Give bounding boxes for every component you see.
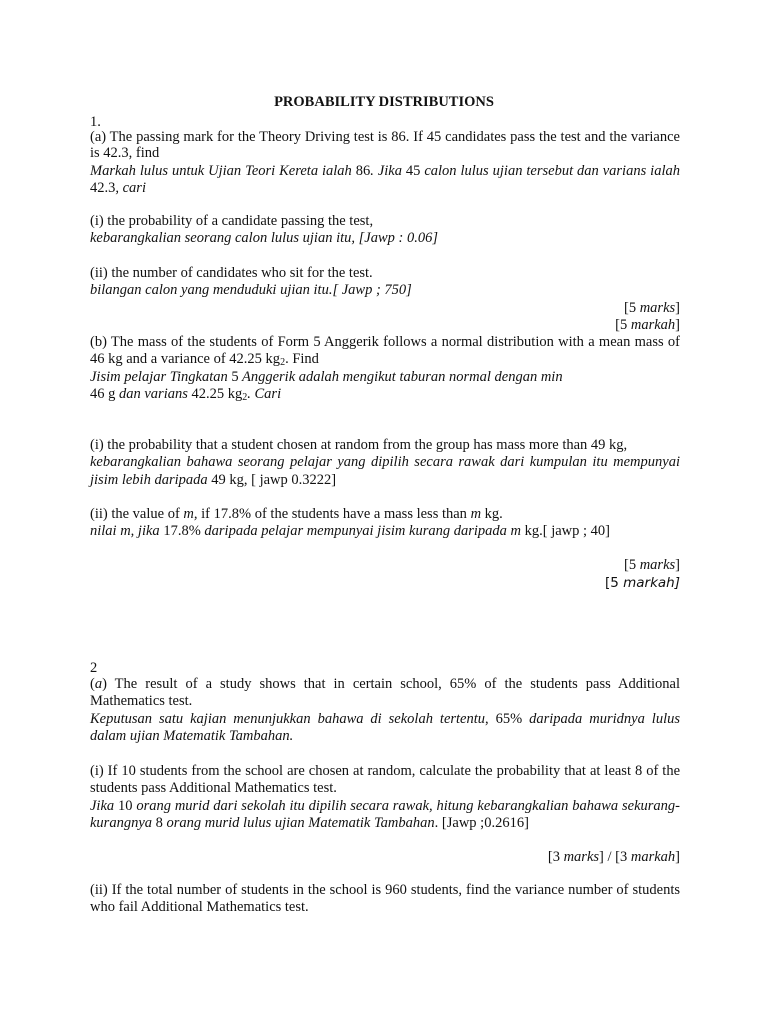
q1a-marks-english: [5 marks] [623,300,680,316]
q2a-malay-line-1: Keputusan satu kajian menunjukkan bahawa di sekolah tertentu, 65% daripada muridnya lulus [90,711,680,727]
q1b-malay-line-1: Jisim pelajar Tingkatan 5 Anggerik adalah mengikut taburan normal dengan min [90,369,563,385]
q1a-part-ii-english: (ii) the number of candidates who sit for the test. [90,265,373,281]
q2a-part-ii-english-line-1: (ii) If the total number of students in the school is 960 students, find the variance number of students [90,882,680,898]
q1a-malay-line-1: Markah lulus untuk Ujian Teori Kereta ialah 86. Jika 45 calon lulus ujian tersebut dan varians ialah [90,163,680,179]
page-title: PROBABILITY DISTRIBUTIONS [274,94,494,110]
q1a-english-line-2: is 42.3, find [90,145,160,161]
q2a-malay-line-2: dalam ujian Matematik Tambahan. [90,728,294,744]
q2-number: 2 [90,660,98,676]
q1a-malay-line-2: 42.3, cari [90,180,146,196]
q1a-marks-malay: [5 markah] [615,317,680,333]
q1b-part-ii-english: (ii) the value of m, if 17.8% of the students have a mass less than m kg. [90,506,503,522]
q1a-part-i-english: (i) the probability of a candidate passing the test, [90,213,374,229]
q1b-part-i-malay-line-2: jisim lebih daripada 49 kg, [ jawp 0.3222] [90,472,337,488]
q1a-english-line-1: (a) The passing mark for the Theory Driving test is 86. If 45 candidates pass the test and the variance [90,129,680,145]
q1b-english-line-1: (b) The mass of the students of Form 5 Anggerik follows a normal distribution with a mean mass of [90,334,680,350]
q2a-part-i-english-line-1: (i) If 10 students from the school are chosen at random, calculate the probability that at least 8 of the [90,763,680,779]
q1-number: 1. [90,114,101,130]
q1b-part-i-malay-line-1: kebarangkalian bahawa seorang pelajar yang dipilih secara rawak dari kumpulan itu mempunyai [90,454,680,470]
q1b-part-i-english: (i) the probability that a student chosen at random from the group has mass more than 49 kg, [90,437,628,453]
q2a-marks: [3 marks] / [3 markah] [547,849,680,865]
q1b-malay-line-2: 46 g dan varians 42.25 $kg_2$. Cari [90,386,282,403]
q1b-marks-english: [5 marks] [623,557,680,573]
q2a-english-line-2: Mathematics test. [90,693,193,709]
q1b-english-line-2: 46 kg and a variance of 42.25 $kg_2$. Find [90,351,319,368]
q1b-part-ii-malay: nilai m, jika 17.8% daripada pelajar mempunyai jisim kurang daripada m kg.[ jawp ; 40] [90,523,610,539]
q1a-part-ii-malay: bilangan calon yang menduduki ujian itu.[ Jawp ; 750] [90,282,412,298]
q1b-marks-malay: [5 markah] [604,575,680,591]
q1a-part-i-malay: kebarangkalian seorang calon lulus ujian itu, [Jawp : 0.06] [90,230,438,246]
q2a-english-line-1: (a) The result of a study shows that in certain school, 65% of the students pass Additional [90,676,680,692]
q2a-part-i-english-line-2: students pass Additional Mathematics test. [90,780,337,796]
q2a-part-i-malay-line-2: kurangnya 8 orang murid lulus ujian Matematik Tambahan. [Jawp ;0.2616] [90,815,529,831]
q2a-part-ii-english-line-2: who fail Additional Mathematics test. [90,899,309,915]
q2a-part-i-malay-line-1: Jika 10 orang murid dari sekolah itu dipilih secara rawak, hitung kebarangkalian bahawa sekurang- [90,798,680,814]
